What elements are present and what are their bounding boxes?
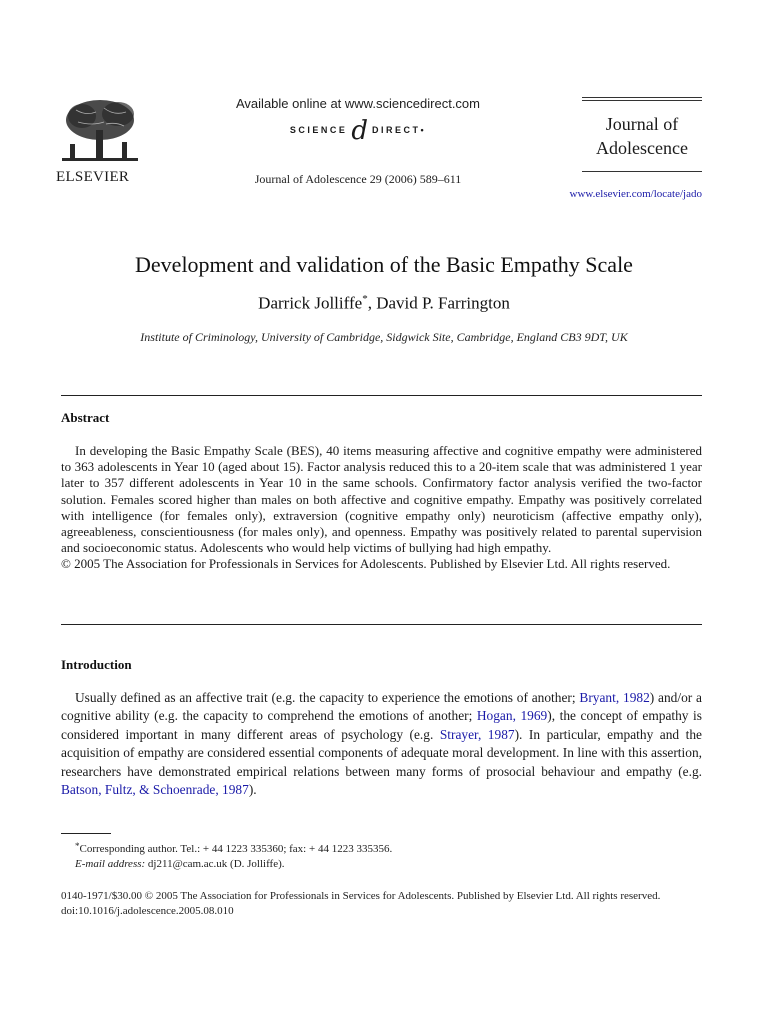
footnote-corresponding	[61, 839, 702, 872]
abstract-top-rule	[61, 395, 702, 396]
available-online-text: Available online at www.sciencedirect.com	[236, 96, 480, 111]
journal-rule-top	[582, 97, 702, 98]
citation-link-hogan[interactable]: Hogan, 1969	[476, 708, 548, 724]
introduction-heading: Introduction	[61, 657, 132, 672]
author-2: David P. Farrington	[376, 293, 510, 313]
footnote-rule	[61, 833, 111, 834]
abstract-body	[61, 443, 702, 573]
publisher-name: ELSEVIER	[56, 169, 130, 185]
intro-text-5: ).	[248, 782, 257, 798]
sd-left-text: SCIENCE	[289, 125, 348, 135]
footnote-email[interactable]: dj211@cam.ac.uk (D. Jolliffe).	[145, 858, 285, 870]
introduction-paragraph	[61, 689, 702, 799]
doi-line[interactable]: doi:10.1016/j.adolescence.2005.08.010	[61, 905, 234, 917]
journal-name	[582, 103, 702, 171]
journal-name-line1: Journal of	[605, 114, 679, 134]
elsevier-logo	[56, 96, 144, 188]
footnote-email-label: E-mail address:	[75, 858, 146, 870]
citation-link-strayer[interactable]: Strayer, 1987	[439, 726, 515, 742]
introduction-body	[61, 689, 702, 799]
journal-citation: Journal of Adolescence 29 (2006) 589–611	[254, 172, 462, 186]
journal-rule-top-2	[582, 100, 702, 101]
journal-rule-bottom	[582, 171, 702, 172]
abstract-copyright: © 2005 The Association for Professionals in Services for Adolescents. Published by Elsevier Ltd. All rights reserved.	[61, 556, 671, 572]
elsevier-tree-icon	[56, 96, 144, 168]
intro-text-2: ) and/or a cognitive ability (e.g. the capacity to comprehend the emotions of another;	[61, 690, 702, 724]
author-separator: ,	[367, 293, 377, 313]
author-1: Darrick Jolliffe	[258, 293, 363, 313]
journal-name-line2: Adolescence	[596, 138, 688, 158]
intro-text-1: Usually defined as an affective trait (e.g. the capacity to experience the emotions of another;	[75, 690, 580, 705]
journal-url-link[interactable]: www.elsevier.com/locate/jado	[569, 188, 702, 200]
article-title: Development and validation of the Basic Empathy Scale	[135, 252, 633, 277]
footnote-star: *	[75, 841, 80, 851]
abstract-text: In developing the Basic Empathy Scale (BES), 40 items measuring affective and cognitive empathy were administered to 363 adolescents in Year 10 (aged about 15). Factor analysis reduced this to a 20-item scale that was administered 1 year later to 357 different adolescents in Year 10 in the same schools. Confirmatory factor analysis verified the two-factor solution. Females scored higher than males on both affective and cognitive empathy. Empathy was positively correlated with intelligence (for females only), extraversion (cognitive empathy only) neuroticism (affective empathy only), agreeableness, conscientiousness (for males only), and openness. Empathy was positively related to parental supervision and socioeconomic status. Adolescents who would help victims of bullying had high empathy.	[61, 443, 702, 556]
abstract-bottom-rule	[61, 624, 702, 625]
issn-copyright-line: 0140-1971/$30.00 © 2005 The Association for Professionals in Services for Adolescents. Published by Elsevier Ltd. All rights reserved.	[61, 890, 661, 902]
intro-text-4: ). In particular, empathy and the acquisition of empathy are considered essential components of adequate moral development. In line with this assertion, researchers have demonstrated empirical relations between many forms of prosocial behaviour and empathy (e.g.	[61, 726, 702, 779]
sd-mark-icon: d	[351, 116, 368, 146]
footnote-corresponding-line	[75, 839, 702, 857]
article-authors	[0, 293, 768, 314]
citation-link-bryant[interactable]: Bryant, 1982	[579, 690, 650, 705]
sd-right-text: DIRECT•	[372, 125, 427, 135]
journal-name-box	[582, 97, 702, 174]
citation-link-batson[interactable]: Batson, Fultz, & Schoenrade, 1987	[61, 782, 249, 798]
sciencedirect-logo	[200, 116, 516, 144]
author-affiliation: Institute of Criminology, University of Cambridge, Sidgwick Site, Cambridge, England CB3 9DT, UK	[140, 330, 628, 344]
footnote-email-line	[75, 857, 702, 872]
footnote-corresponding-text: Corresponding author. Tel.: + 44 1223 335360; fax: + 44 1223 335356.	[79, 843, 393, 855]
corresponding-author-mark[interactable]: *	[362, 293, 368, 305]
intro-text-3: ), the concept of empathy is considered important in many different areas of psychology (e.g.	[61, 708, 702, 742]
abstract-heading: Abstract	[61, 410, 110, 425]
footnote-issn	[61, 889, 702, 919]
